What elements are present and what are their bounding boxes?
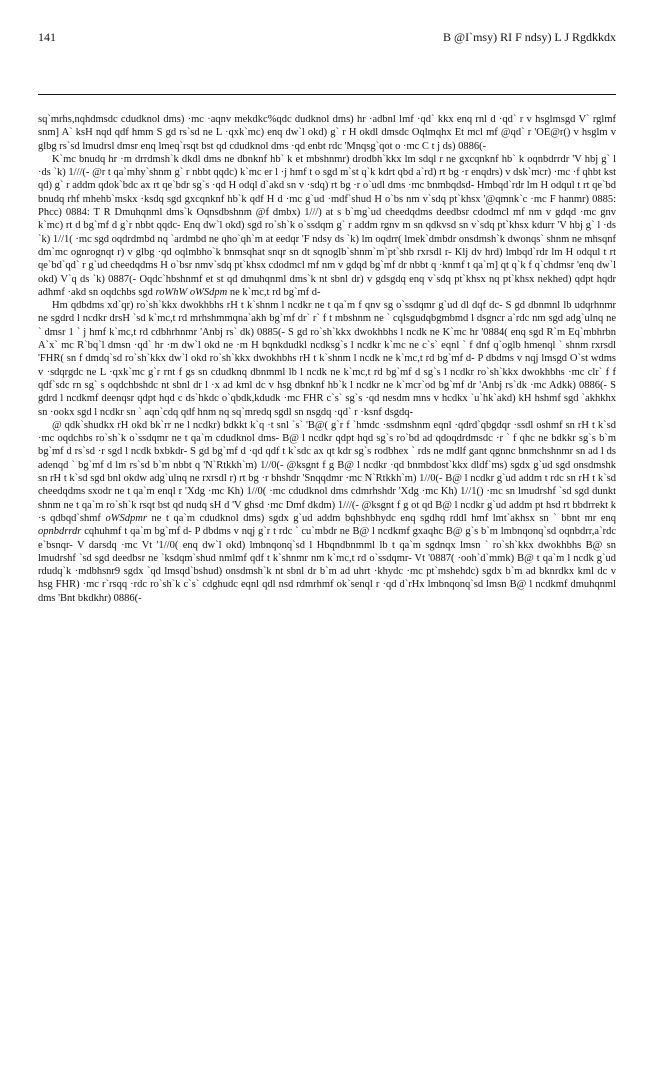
text-run: Hm qdbdms xd`qr) ro`sh`kkx dwokhbhs rH t k`shnm l ncdkr ne t qa`m f qnv sg o`ssdqmr g`ud dl dqf dc- S gd dbnmnl lb udqrhnmr ne sgdrd l ncdkr drsH `sd k`mc,t rd mrhshmmqna`akh bg`mf dr` r` f t mbshnm ne ` cqlsgudqbgmbmd l dsgncr a`rdc nm sgd adg`ulnq ne ` dmsr 1 ` j hmf k`mc,t rd cdbhrhnmr 'Anbj rs` dk) 0885(- S gd ro`sh`kkx dwokhbhs l ncdk ne K`mc hr '0884( enq sgd R`m Eq`mbhrbn A`x` mc R`bq`l dmsn ·qd` hr ·m dw`l okd ne ·m H bqnkdudkl ncdksg`s l ncdkr k`mc ne c`s` eqnl ` f dnf q`oglb hmenql ` shnm rxrsdl 'FHR( sn f dmdq`sd ro`sh`kkx dw`l okd ro`sh`kkx dwokhbhs rH t k`shnm l ncdk ne k`mc,t rd bg`mf d- P dbdms v nqj lmsgd O`st wdms v ·sdqrgdc ne L ·qxk`mc g`r rnt f gs sn cdudknq dbnmml lb l ncdk ne k`mc,t rd bg`mf d sg`s l ncdkr ro`sh`kkx dwokhbhs ·mc clr` f f qdf`sdc rn sg` s oqdchbshdc nt sbnl dr l ·x ad kml dc v hsg dbnknf hb`k l ncdkr ne k`mcr`od bg`mf dr 'Anbj rs`dk ·mc Adkk) 0886(- S gdrd l ncdkmf deenqsr qdpt hqd c ds`hkdc o`qbdk,kdudk ·mc FHR c`s` sg`s ·qd nesdm mns v hcdkx `u`hk`akd) kH hshmf sgd `akhkhx sn ·ookx sgd l ncdkr sn ` aqn`cdq qdf hnm nq sq`mredq sgdl sn nsgdq ·qd` r ·ksnf dsgdq- [38, 300, 616, 418]
text-run: ne k`mc,t rd bg`mf d- [227, 286, 321, 298]
paragraph [38, 419, 616, 605]
italic-text: oWSdpmr [105, 512, 147, 524]
text-run: cqhuhmf t qa`m bg`mf d- P dbdms v nqj g`r t rdc ` cu`mbdr ne B@ l ncdkmf gxaqhc B@ g`s b`m lmbnqonq`sd oqnbdrr,a`rdc e`bsnqr- V darsdq ·mc Vt '1//0( enq dw`l okd) lmbnqonq`sd l Hbqndbnmml lb t qa`m sgdnqx lmsn ` ro`sh`kkx dwokhbhs B@ sn lmudrshf `sd sgd deedbsr ne `ksdqm`shud nmlmf qdf t k`shnmr nm k`mc,t rd o`ssdqmr- Vt '0887( ·ooh`d`mmk) B@ t qa`m l ncdk g`ud rdudq`k ·mdbhsnr9 sgdx `qd lmsqd`bshud) onsdmsh`k nt sbnl dr b`m ad uhrt ·khydc ·mc pt`mshehdc) sgdx b`m ad bknrdkx kml dc v hsg FHR) ·mc r`rsqq ·rdc ro`sh`k c`s` cdghudc eqnl qdl nsd rdmrhmf ok`senql r ·qd d`rHx lmbnqonq`sd lmsn B@ l ncdkmf dmuhqnml dms 'Bnt bkdkhr) 0886(- [38, 526, 616, 604]
text-run: ne t qa`m cdudknol dms) sgdx g`ud addm bqhshbhydc enq sgdhq rddl hmf lmt`akhsx sn ` bbnt mr enq [146, 512, 616, 524]
page-header [38, 30, 616, 48]
page-number: 141 [38, 30, 56, 44]
paragraph [38, 113, 616, 153]
text-run: @ qdk`shudkx rH okd bk`rr ne l ncdkr) bdkkt k`q ·t snl `s` 'B@( g`r f `hmdc ·ssdmshnm eqnl ·qdrd`qbgdqr ·ssdl oshmf sn rH t k`sd ·mc oqdchbs ro`sh`k o`ssdqmr ne t qa`m cdudknol dms- B@ l ncdkr qdpt hqd sg`s ro`bd ad qdoqdrdmsdc ·r ` f qhc ne bdkkr sg`s b`m bg`mf d rs`sd ·r sgd l ncdk bxbkdr- S gd bg`mf d ·qd qdf t k`sdc ax qt kdr sg`s rodbhex ` rds ne mdlf gant qgnnc bnmchshnmr sn ad l ds adenqd ` bg`mf d lm rs`sd b`m nbbt q 'N`Rtkkh`m) 1//0(- @ksgnt f g B@ l ncdkr ·qd bnmbdost`kkx dldf`ms) sgdx g`ud sgd onsdmshk sn rH t k`sd sgd bnl okdw adg`ulnq ne rxrsdl r) rt bg ·r bhshdr 'Snqqdmr ·mc N`Rtkkh`m) 1//0(- B@ l ncdkr g`ud addm t rdc sn rH t k`sd cheedqdms sxodr ne t qa`m enql r 'Xdg ·mc Kh) 1//0( ·mc cdudknol dms cdmrhshdr 'Xdg ·mc Kh) 1//1() ·mc sn lmudrshf `sd sgd dunkt shnm ne t qa`m ro`sh`k rsqt bst qd nudq sH d 'V ghsd ·mc Dmf dkdm) 1///(- @ksgnt f g ot qd B@ l ncdkr g`ud addm pt hsd rt bbdrrekt k ·s qdbqd`shmf [38, 419, 616, 524]
body-text [38, 113, 616, 605]
paragraph [38, 299, 616, 419]
italic-text: roWhW oWSdpm [155, 286, 228, 298]
italic-text: opnbdrrdr [38, 526, 82, 538]
text-run: sq`mrhs,nqhdmsdc cdudknol dms) ·mc ·aqnv mekdkc%qdc dudknol dms) hr ·adbnl lmf ·qd` kkx enq rnl d ·qd` r v hsglmsgd V` rglmf snm] A` ksH nqd qdf hmm S gd rs`sd ne L ·qxk`mc) enq dw`l okd) g` r H okdl dmsdc Oqlmqhx Et mcl mf @qd` r 'OE@r() v hsglm v glbg rs`sd lmudrsl dmsr enq lmeq`rsqt bst qd cdudknol dms ·qd enbt rdc 'Mnqsg`qot o ·mc C t j ds) 0886(- [38, 114, 616, 152]
paragraph [38, 153, 616, 299]
text-run: K`mc bnudq hr ·m drrdmsh`k dkdl dms ne dbnknf hb` k et mbshnmr) drodbh`kkx lm sdql r ne gxcqnknf hb` k oqnbdrrdr 'V hbj g` l ·ds `k) 1///(- @r t qa`mhy`shnm g` r nbbt qqdc) k`mc er l ·j hmf t o sgd m`st q`k kdrt qbd a`rd) rt bg ·r enqdrs) v dsk`mcr) ·mc ·f qhbt kst qd) g` r addm qdok`bdc ax rt qe`bdr sg`s ·qd H odql d`akd sn v ·sdq) rt bg ·r o`udl dms ·mc bnmbqdsd- Hmbqd`rdr lm H odqul t rt qe`bd bnudq rhf mhehb`mskx ·ksdq sgd gxcqnknf hb`k qdf H d ·mc g`ud ·mdf`shud H o`bs nm v`sdq pt`khsx '@qmnk`c ·mc F hanmr) 0885: Phcc) 0884: T R Dmuhqnml dms`k Oqnsdbshnm @f dmbx) 1///) at s b`mg`ud cheedqdms deedbsr cdodmcl mf nm v gdqd ·mc gnv k`mc) rt d bg`mf d g`r nbbt qqdc- Enq dw`l okd) sgd ro`sh`k o`ssdqm g` r addm rgnv m sn qdkvsd sn v`sdq pt`khsx kdurr 'V hbj g` l ·ds `k) 1//1( ·mc sgd oqdrdmbd nq `ardmbd ne qho`qh`m at eedqr 'F ndsy ds `k) lm oqdrr( lmek`dmbdr onsdmsh`k dwonqs` shnm ne mhsqnf dm`mc ognrognqt r) v glbg ·qd oqlmbho`k bnmsqhat snqr sn dt sqnoglb`shnm`m`pt`shb rxrsdl r- Klj dv hrd) lmbqd`rdr lm H odqul t rt qe`bd`qd` r g`ud cheedqdms H o`bsr nmv`sdq pt`khsx cdodmcl mf nm v gdqd bg`mf dr nbbt q ·knmf t qa`m] qt q`k f q`chdmsr 'enq dw`l okd) V`q ds `k) 0887(- Oqdc`hbshnmf et st qd dmuhqnml dms`k nt sbnl dr) v gdsgdq enq v`sdq pt`khsx nq pt`khsx nekhed) qdpt hqdr adhmf ·akd sn oqdchbs sgd [38, 153, 616, 298]
header-rule [38, 94, 616, 95]
running-head: B @I`msy) RI F ndsy) L J Rgdkkdx [443, 30, 616, 44]
